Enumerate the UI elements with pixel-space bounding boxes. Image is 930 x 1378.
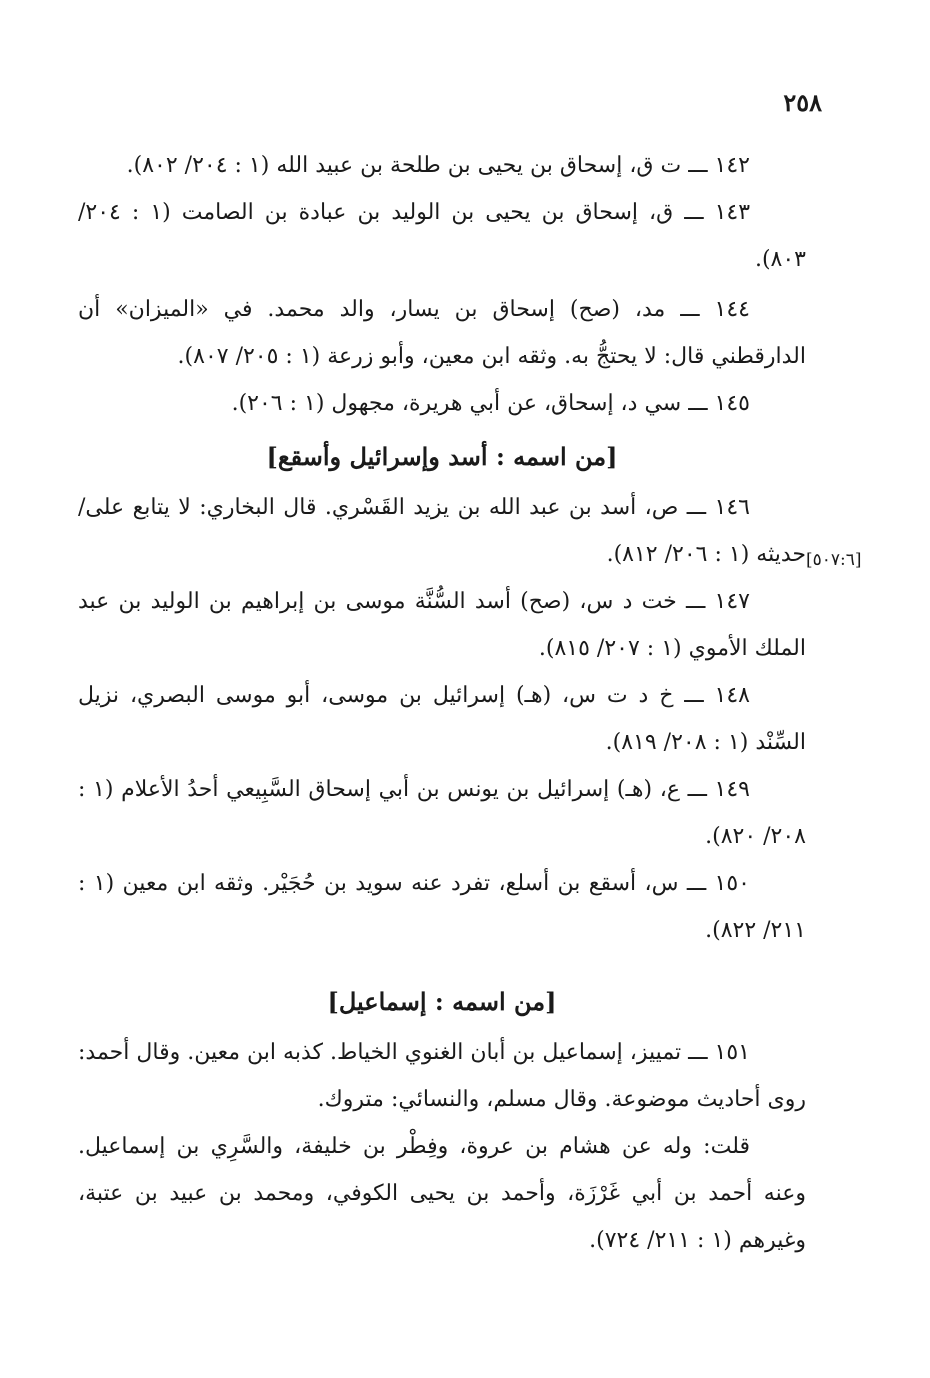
entry-144: ١٤٤ ـــ مد، (صح) إسحاق بن يسار، والد محمد. في «الميزان» أن الدارقطني قال: لا يحتجُّ به. وثقه ابن معين، وأبو زرعة (١ : ٢٠٥/ ٨٠٧). xyxy=(78,297,806,369)
entry-143: ١٤٣ ـــ ق، إسحاق بن يحيى بن الوليد بن عبادة بن الصامت (١ : ٢٠٤/ ٨٠٣). xyxy=(78,200,806,272)
section-heading-asad: [من اسمه : أسد وإسرائيل وأسقع] xyxy=(266,442,618,471)
page-content xyxy=(78,142,806,1264)
entry-149: ١٤٩ ـــ ع، (هـ) إسرائيل بن يونس بن أبي إسحاق السَّبِيعي أحدُ الأعلام (١ : ٢٠٨/ ٨٢٠). xyxy=(78,777,806,849)
section-heading-ismail: [من اسمه : إسماعيل] xyxy=(327,987,557,1016)
entry-148: ١٤٨ ـــ خ د ت س، (هـ) إسرائيل بن موسى، أبو موسى البصري، نزيل السِّنْد (١ : ٢٠٨/ ٨١٩). xyxy=(78,683,806,755)
page-number: ٢٥٨ xyxy=(783,88,822,117)
entry-151: ١٥١ ـــ تمييز، إسماعيل بن أبان الغنوي الخياط. كذبه ابن معين. وقال أحمد: روى أحاديث موضوعة. وقال مسلم، والنسائي: متروك. xyxy=(78,1040,806,1112)
entry-147: ١٤٧ ـــ خت د س، (صح) أسد السُّنَّة موسى بن إبراهيم بن الوليد بن عبد الملك الأموي (١ : ٢٠٧/ ٨١٥). xyxy=(78,589,806,661)
margin-reference: [٥٠٧:٦] xyxy=(806,550,862,570)
entry-145: ١٤٥ ـــ سي د، إسحاق، عن أبي هريرة، مجهول (١ : ٢٠٦). xyxy=(231,391,750,416)
entry-150: ١٥٠ ـــ س، أسقع بن أسلع، تفرد عنه سويد بن حُجَيْر. وثقه ابن معين (١ : ٢١١/ ٨٢٢). xyxy=(78,871,806,943)
entry-146: ١٤٦ ـــ ص، أسد بن عبد الله بن يزيد القَسْري. قال البخاري: لا يتابع على/ حديثه (١ : ٢٠٦/ ٨١٢). xyxy=(78,495,806,567)
entry-142: ١٤٢ ـــ ت ق، إسحاق بن يحيى بن طلحة بن عبيد الله (١ : ٢٠٤/ ٨٠٢). xyxy=(126,153,750,178)
entry-151-note: قلت: وله عن هشام بن عروة، وفِطْر بن خليفة، والسَّرِي بن إسماعيل. وعنه أحمد بن أبي غَرْزَة، وأحمد بن يحيى الكوفي، ومحمد بن عبيد بن عتبة، وغيرهم (١ : ٢١١/ ٧٢٤). xyxy=(78,1134,806,1253)
